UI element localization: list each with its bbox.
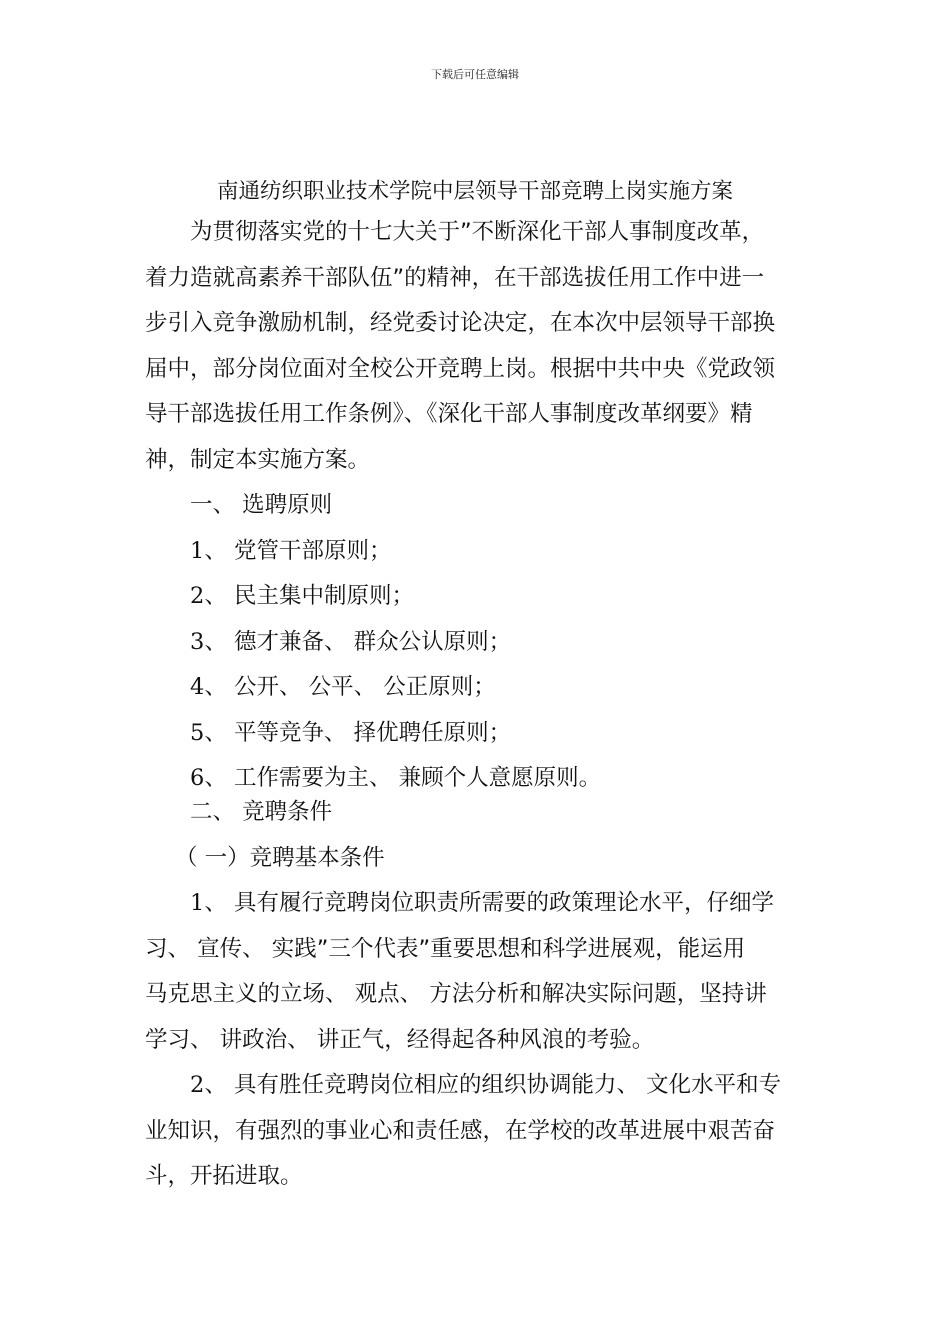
section-principles: [145, 483, 817, 802]
list-item-number: 4、: [190, 674, 227, 700]
list-item-text: 民主集中制原则；: [233, 583, 414, 609]
list-item: [145, 711, 817, 757]
section-conditions: [145, 790, 817, 1200]
intro-paragraph: [145, 210, 817, 483]
list-item-number: 6、: [190, 765, 227, 791]
section-heading: 一、 选聘原则: [190, 492, 333, 518]
list-item: [145, 665, 817, 711]
intro-line: 神，制定本实施方案。: [145, 446, 371, 473]
header-note: 下载后可任意编辑: [431, 68, 519, 81]
list-item-text: 党管干部原则；: [233, 537, 392, 564]
paragraph-number: 2、: [190, 1072, 227, 1098]
list-item: [145, 574, 817, 620]
paragraph-line: 习、 宣传、 实践”三个代表”重要思想和科学进展观，能运用: [145, 935, 746, 962]
list-item-text: 平等竞争、 择优聘任原则；: [233, 719, 512, 746]
paragraph-number: 1、: [190, 890, 227, 916]
list-item-text: 工作需要为主、 兼顾个人意愿原则。: [233, 765, 602, 791]
paragraph-line: [145, 1063, 817, 1109]
list-item-number: 3、: [190, 628, 227, 655]
intro-line: 导干部选拔任用工作条例》、《深化干部人事制度改革纲要》精: [145, 401, 753, 427]
list-item: [145, 529, 817, 575]
section-heading: 二、 竞聘条件: [190, 799, 333, 825]
intro-line: 届中，部分岗位面对全校公开竞聘上岗。根据中共中央《党政领: [145, 355, 776, 382]
list-item-text: 德才兼备、 群众公认原则；: [233, 628, 512, 655]
list-item-number: 5、: [190, 719, 227, 746]
list-item-number: 1、: [190, 537, 227, 564]
paragraph-text: 具有胜任竞聘岗位相应的组织协调能力、 文化水平和专: [233, 1072, 782, 1098]
document-title: 南通纺织职业技术学院中层领导干部竞聘上岗实施方案: [216, 179, 733, 204]
paragraph-line: 斗，开拓进取。: [145, 1163, 303, 1189]
subsection-heading: （ 一）竞聘基本条件: [175, 844, 385, 871]
intro-line: 步引入竞争激励机制，经党委讨论决定，在本次中层领导干部换: [145, 310, 776, 336]
list-item: [145, 620, 817, 666]
paragraph-line: 业知识，有强烈的事业心和责任感，在学校的改革进展中艰苦奋: [145, 1117, 776, 1144]
paragraph-line: [145, 881, 817, 927]
paragraph-line: 学习、 讲政治、 讲正气，经得起各种风浪的考验。: [145, 1026, 655, 1053]
intro-line: 为贯彻落实党的十七大关于”不断深化干部人事制度改革，: [190, 219, 765, 245]
list-item-text: 公开、 公平、 公正原则；: [233, 674, 496, 700]
paragraph-line: 马克思主义的立场、 观点、 方法分析和解决实际问题，坚持讲: [145, 981, 767, 1007]
intro-line: 着力造就高素养干部队伍”的精神，在干部选拔任用工作中进一: [145, 264, 765, 291]
list-item-number: 2、: [190, 583, 227, 609]
paragraph-text: 具有履行竞聘岗位职责所需要的政策理论水平，仔细学: [233, 890, 774, 916]
